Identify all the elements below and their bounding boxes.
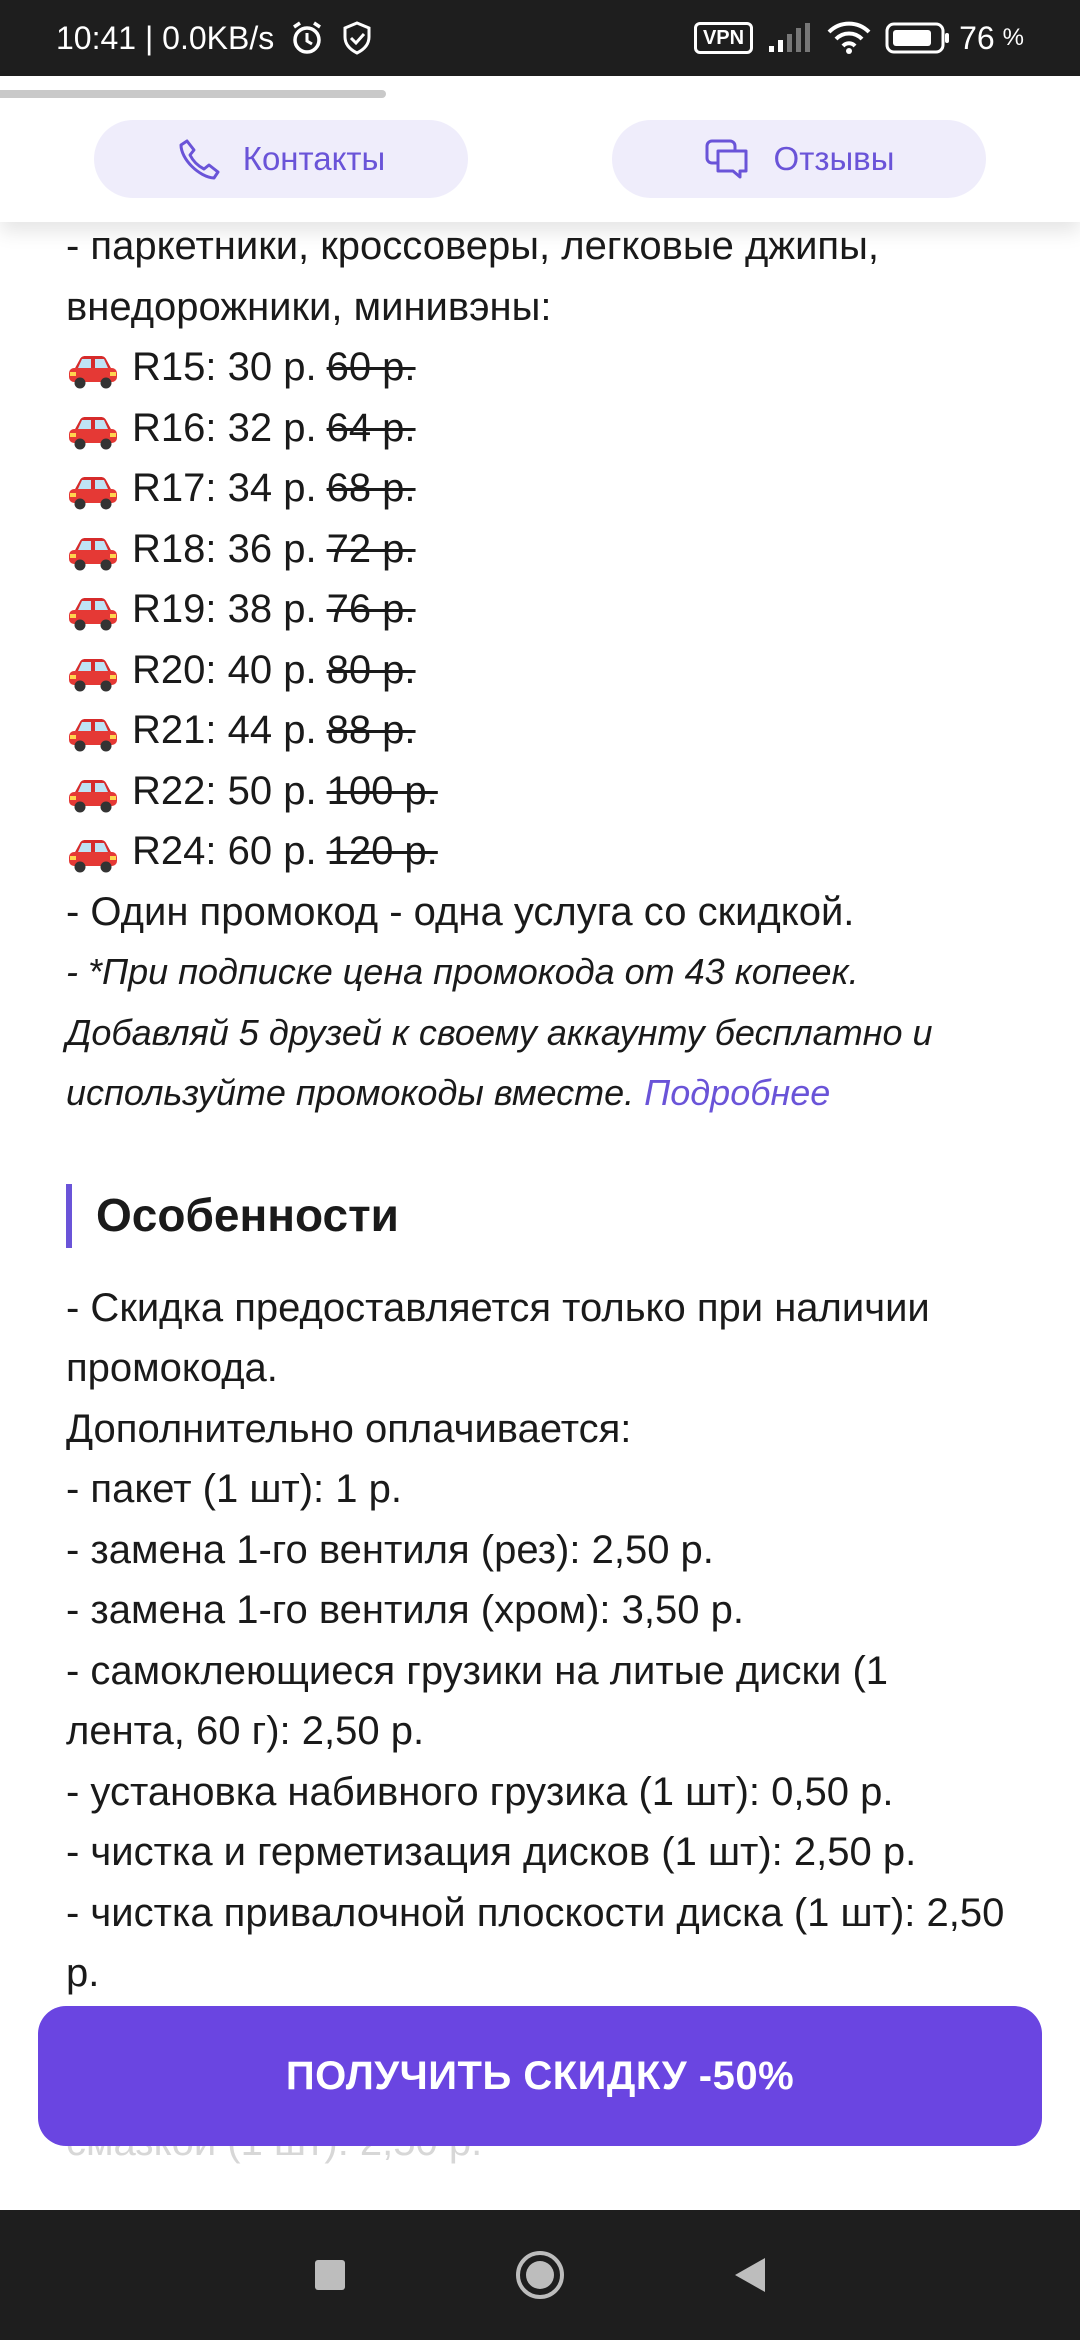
subscription-note (66, 1063, 1006, 1124)
feature-line: - Скидка предоставляется только при наличии промокода. (66, 1285, 930, 1390)
more-link[interactable]: Подробнее (644, 1072, 831, 1113)
circle-icon[interactable] (514, 2249, 566, 2301)
feature-line: - установка набивного грузика (1 шт): 0,50 р. (66, 1769, 894, 1814)
feature-line: - замена 1-го вентиля (хром): 3,50 р. (66, 1588, 744, 1632)
car-icon (66, 650, 120, 690)
intro-line: внедорожники, минивэны: (66, 284, 552, 329)
price-row (66, 398, 1006, 459)
price-label: R16: 32 р. (132, 405, 317, 450)
price-label: R17: 34 р. (132, 466, 317, 510)
old-price: 68 р. (326, 466, 416, 510)
vpn-badge: VPN (694, 22, 753, 54)
price-label: R19: 38 р. (132, 587, 317, 631)
price-row (66, 761, 1006, 822)
back-icon[interactable] (733, 2256, 767, 2294)
description-content (66, 216, 1006, 2004)
status-bar (0, 0, 1080, 76)
old-price: 64 р. (326, 405, 416, 450)
price-label: R15: 30 р. (132, 345, 317, 389)
price-row (66, 519, 1006, 580)
battery-level: 76 (959, 19, 995, 56)
subscription-note: - *При подписке цена промокода от 43 копеек. (66, 951, 859, 992)
feature-line: Дополнительно оплачивается: (66, 1406, 632, 1451)
status-time-speed: 10:41 | 0.0KB/s (56, 19, 275, 56)
feature-line: - пакет (1 шт): 1 р. (66, 1467, 402, 1511)
signal-icon (767, 22, 813, 54)
price-label: R18: 36 р. (132, 526, 317, 571)
price-row (66, 579, 1006, 640)
car-icon (66, 529, 120, 569)
price-label: R22: 50 р. (132, 768, 317, 813)
reviews-label: Отзывы (773, 140, 895, 177)
phone-icon (177, 137, 221, 181)
old-price: 80 р. (326, 647, 416, 692)
status-left (56, 19, 374, 57)
system-nav-bar (0, 2210, 1080, 2340)
old-price: 88 р. (326, 708, 416, 752)
feature-line: - замена 1-го вентиля (рез): 2,50 р. (66, 1527, 714, 1572)
old-price: 72 р. (326, 526, 416, 571)
status-right (694, 20, 1024, 57)
old-price: 100 р. (326, 768, 438, 813)
features-heading: Особенности (66, 1184, 1006, 1248)
price-row (66, 821, 1006, 882)
feature-line: - чистка и герметизация дисков (1 шт): 2,50 р. (66, 1830, 917, 1874)
battery-indicator (885, 20, 1024, 57)
price-label: R21: 44 р. (132, 708, 317, 752)
price-row (66, 458, 1006, 519)
price-label: R20: 40 р. (132, 647, 317, 692)
subscription-note-text: используйте промокоды вместе. (66, 1072, 635, 1113)
price-list (66, 337, 1006, 882)
car-icon (66, 710, 120, 750)
shield-icon (340, 20, 374, 56)
feature-line: - самоклеющиеся грузики на литые диски (1 лента, 60 г): 2,50 р. (66, 1648, 889, 1753)
scroll-progress (0, 90, 386, 98)
price-row (66, 700, 1006, 761)
contacts-label: Контакты (242, 140, 386, 177)
contacts-button[interactable] (94, 120, 468, 198)
price-label: R24: 60 р. (132, 829, 317, 873)
car-icon (66, 468, 120, 508)
get-discount-button[interactable]: ПОЛУЧИТЬ СКИДКУ -50% (38, 2006, 1042, 2146)
promo-rule: - Один промокод - одна услуга со скидкой. (66, 889, 855, 934)
chat-icon (704, 137, 752, 181)
feature-line: - чистка привалочной плоскости диска (1 шт): 2,50 р. (66, 1890, 1005, 1995)
battery-icon (885, 22, 951, 54)
car-icon (66, 831, 120, 871)
car-icon (66, 771, 120, 811)
wifi-icon (827, 21, 871, 55)
car-icon (66, 347, 120, 387)
square-icon[interactable] (313, 2258, 347, 2292)
car-icon (66, 408, 120, 448)
car-icon (66, 589, 120, 629)
old-price: 120 р. (326, 829, 438, 873)
action-header (0, 76, 1080, 222)
price-row (66, 337, 1006, 398)
intro-line: - паркетники, кроссоверы, легковые джипы, (66, 224, 879, 268)
alarm-icon (288, 19, 326, 57)
old-price: 76 р. (326, 587, 416, 631)
battery-percent-sign: % (1002, 24, 1024, 51)
subscription-note: Добавляй 5 друзей к своему аккаунту бесплатно и (66, 1011, 933, 1053)
price-row (66, 640, 1006, 701)
reviews-button[interactable] (612, 120, 986, 198)
old-price: 60 р. (326, 345, 416, 389)
